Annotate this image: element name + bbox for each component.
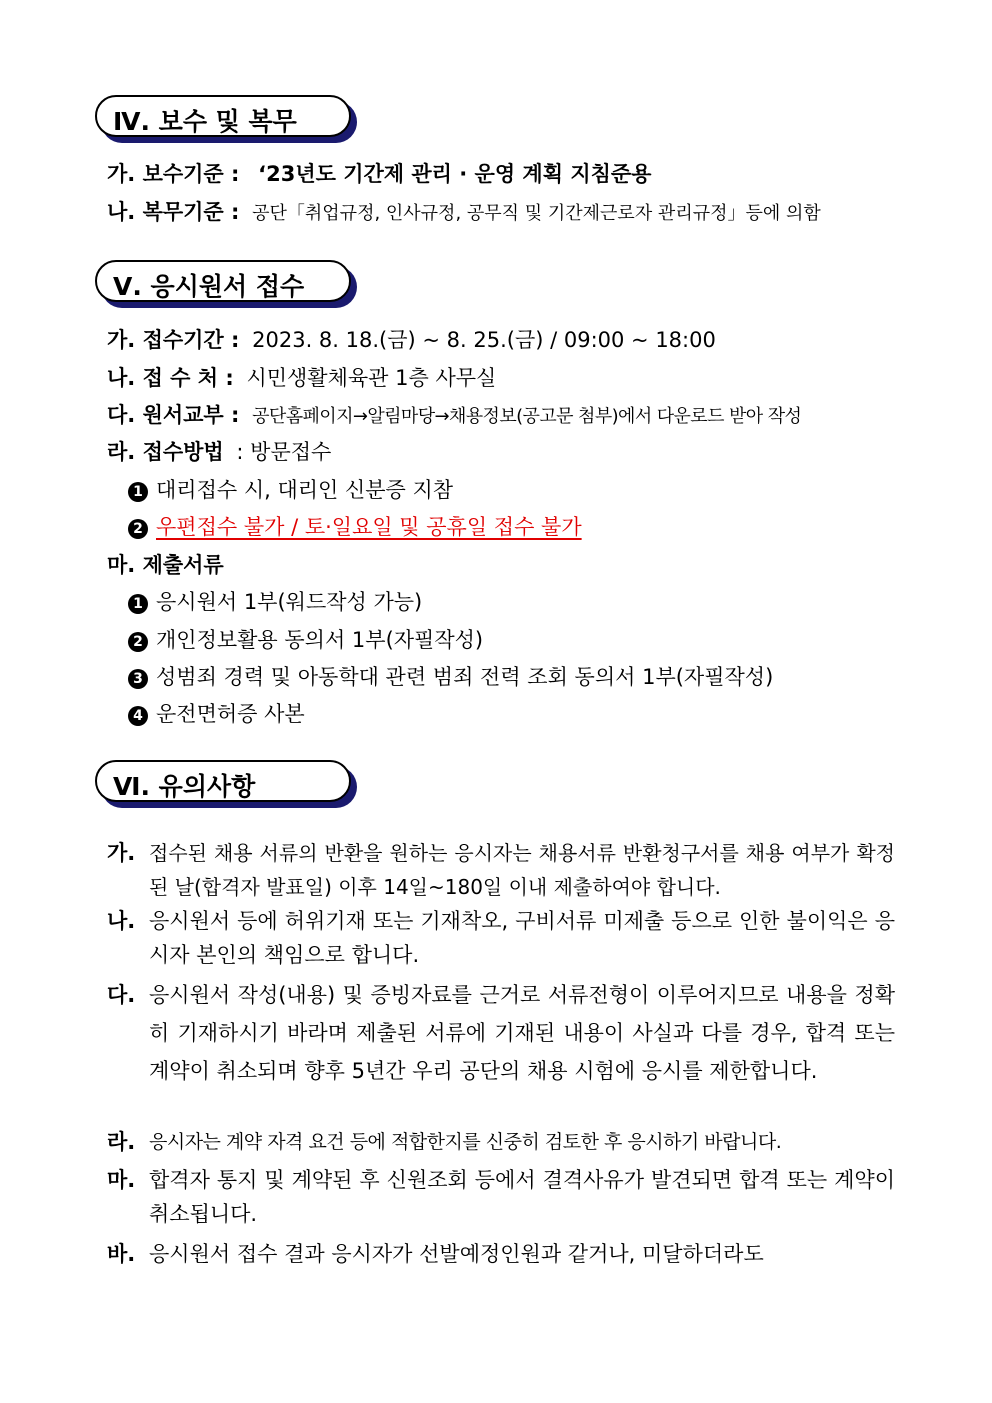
item-marker: 가.: [107, 841, 136, 865]
number-badge: 2: [128, 519, 148, 539]
number-badge: 4: [128, 706, 148, 726]
number-badge: 3: [128, 669, 148, 689]
notice-item: [107, 1163, 895, 1231]
duty-standard-row: [107, 198, 821, 228]
item-marker: 마.: [107, 1168, 136, 1192]
notice-item: [107, 1125, 895, 1159]
row-marker: 다. 원서교부 :: [107, 403, 240, 427]
notice-item: [107, 904, 895, 972]
row-marker: 라. 접수방법: [107, 440, 224, 464]
row-marker: 가. 접수기간 :: [107, 328, 240, 352]
item-text: 접수된 채용 서류의 반환을 원하는 응시자는 채용서류 반환청구서를 채용 여부가 확정된 날(합격자 발표일) 이후 14일~180일 이내 제출하여야 합니다.: [149, 841, 895, 899]
reception-place-row: [107, 364, 496, 392]
form-distribution-row: [107, 401, 801, 431]
item-text: 응시원서 등에 허위기재 또는 기재착오, 구비서류 미제출 등으로 인한 불이익은 응시자 본인의 책임으로 합니다.: [149, 909, 895, 967]
row-text: : 방문접수: [236, 440, 332, 464]
document-item: [128, 700, 305, 728]
item-text: 개인정보활용 동의서 1부(자필작성): [156, 628, 484, 652]
number-badge: 1: [128, 482, 148, 502]
number-badge: 2: [128, 632, 148, 652]
section-heading-application: [95, 260, 357, 308]
section-heading-pay: [95, 95, 357, 143]
row-text: ‘23년도 기간제 관리 · 운영 계획 지침준용: [258, 162, 652, 186]
item-text: 응시원서 1부(워드작성 가능): [156, 590, 423, 614]
pay-standard-row: [107, 160, 651, 188]
document-item: [128, 663, 773, 691]
document-item: [128, 588, 422, 616]
item-text: 응시자는 계약 자격 요건 등에 적합한지를 신중히 검토한 후 응시하기 바랍니다.: [149, 1131, 782, 1153]
reception-period-row: [107, 326, 716, 354]
item-text: 응시원서 접수 결과 응시자가 선발예정인원과 같거나, 미달하더라도: [149, 1242, 764, 1266]
row-text: 2023. 8. 18.(금) ~ 8. 25.(금) / 09:00 ~ 18:00: [252, 328, 716, 352]
row-marker: 나. 접 수 처 :: [107, 366, 234, 390]
section-heading-notes: [95, 760, 357, 808]
item-marker: 나.: [107, 909, 136, 933]
method-item: [128, 513, 582, 541]
number-badge: 1: [128, 594, 148, 614]
row-text: 공단홈페이지→알림마당→채용정보(공고문 첨부)에서 다운로드 받아 작성: [252, 406, 802, 427]
item-text: 응시원서 작성(내용) 및 증빙자료를 근거로 서류전형이 이루어지므로 내용을 정확히 기재하시기 바라며 제출된 서류에 기재된 내용이 사실과 다를 경우, 합격 또는 계약이 취소되며 향후 5년간 우리 공단의 채용 시험에 응시를 제한합니다.: [149, 983, 895, 1083]
method-item: [128, 476, 453, 504]
notice-item: [107, 976, 895, 1090]
item-text: 성범죄 경력 및 아동학대 관련 범죄 전력 조회 동의서 1부(자필작성): [156, 665, 774, 689]
reception-method-row: [107, 438, 331, 466]
heading-label: Ⅵ. 유의사항: [113, 772, 256, 801]
heading-label: Ⅴ. 응시원서 접수: [113, 272, 305, 301]
documents-heading-row: [107, 551, 224, 579]
row-text: 시민생활체육관 1층 사무실: [246, 366, 497, 390]
document-item: [128, 626, 483, 654]
item-text: 합격자 통지 및 계약된 후 신원조회 등에서 결격사유가 발견되면 합격 또는 계약이 취소됩니다.: [149, 1168, 895, 1226]
item-marker: 다.: [107, 983, 136, 1007]
notice-item: [107, 836, 895, 904]
item-text: 대리접수 시, 대리인 신분증 지참: [156, 478, 454, 502]
heading-label: Ⅳ. 보수 및 복무: [113, 107, 297, 136]
item-text-warning: 우편접수 불가 / 토·일요일 및 공휴일 접수 불가: [156, 515, 582, 539]
row-marker: 나. 복무기준 :: [107, 200, 240, 224]
item-marker: 라.: [107, 1130, 136, 1154]
row-marker: 마. 제출서류: [107, 553, 224, 577]
item-marker: 바.: [107, 1242, 136, 1266]
item-text: 운전면허증 사본: [156, 702, 305, 726]
notice-item: [107, 1237, 895, 1271]
row-marker: 가. 보수기준 :: [107, 162, 240, 186]
row-text: 공단「취업규정, 인사규정, 공무직 및 기간제근로자 관리규정」등에 의함: [252, 203, 821, 224]
